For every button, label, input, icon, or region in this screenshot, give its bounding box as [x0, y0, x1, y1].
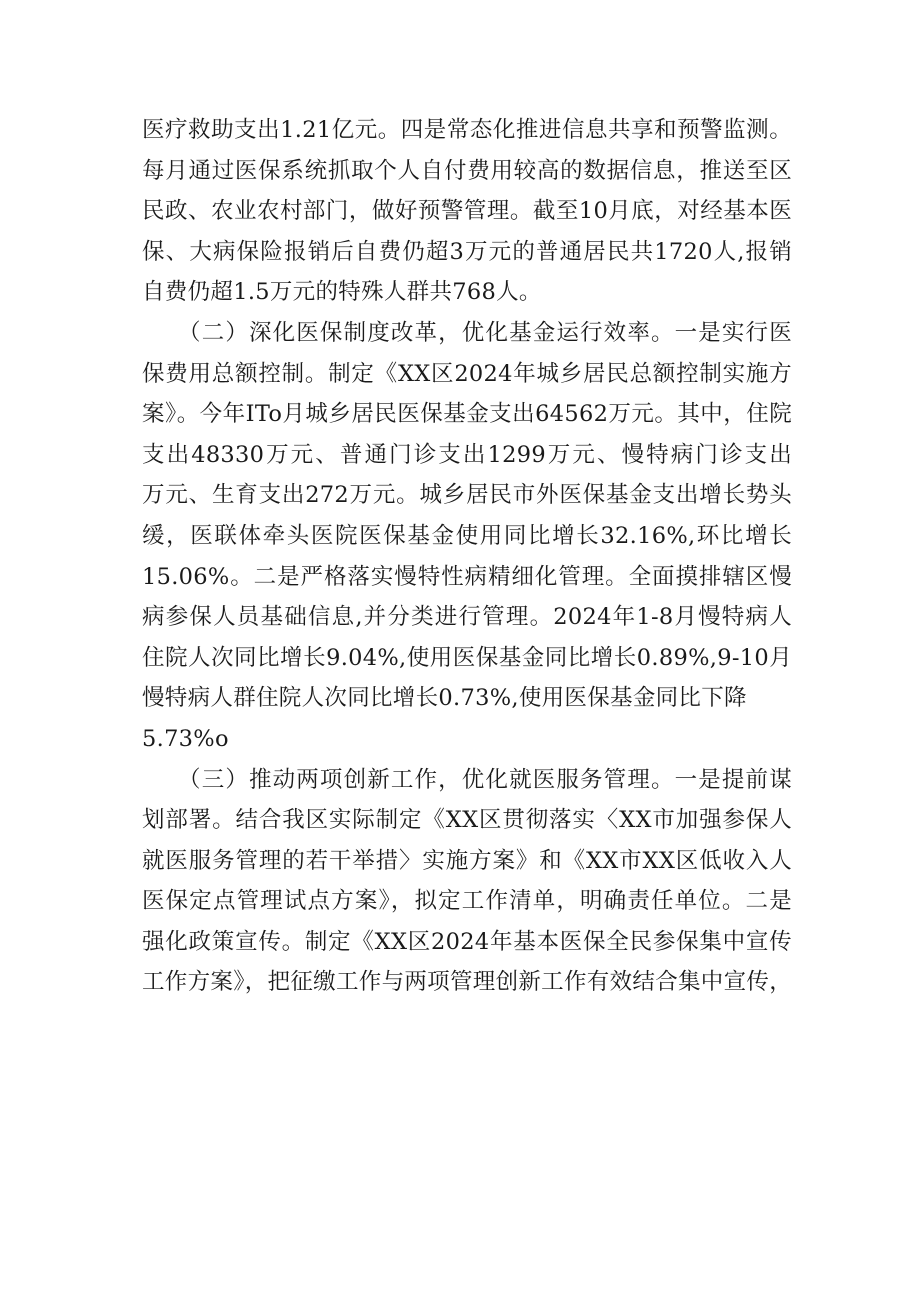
text-line: 保费用总额控制。制定《XX区2024年城乡居民总额控制实施方 — [142, 360, 792, 387]
text-line: 医疗救助支出1.21亿元。四是常态化推进信息共享和预警监测。 — [142, 117, 792, 143]
text-line: 病参保人员基础信息,并分类进行管理。2024年1-8月慢特病人 — [142, 604, 792, 631]
text-line: 15.06%。二是严格落实慢特性病精细化管理。全面摸排辖区慢 — [142, 563, 792, 590]
text-line: 强化政策宣传。制定《XX区2024年基本医保全民参保集中宣传 — [142, 928, 792, 955]
text-line: 自费仍超1.5万元的特殊人群共768人。 — [142, 279, 542, 306]
section-heading-line: （二）深化医保制度改革，优化基金运行效率。一是实行医 — [142, 319, 792, 346]
text-line: 民政、农业农村部门，做好预警管理。截至10月底，对经基本医 — [142, 198, 792, 225]
text-line: 支出48330万元、普通门诊支出1299万元、慢特病门诊支出 — [142, 441, 792, 468]
section-heading-line: （三）推动两项创新工作，优化就医服务管理。一是提前谋 — [142, 766, 792, 793]
text-line: 缓，医联体牵头医院医保基金使用同比增长32.16%,环比增长 — [142, 522, 792, 549]
text-line: 案》。今年ITo月城乡居民医保基金支出64562万元。其中，住院 — [142, 401, 792, 428]
text-line: 保、大病保险报销后自费仍超3万元的普通居民共1720人,报销 — [142, 238, 792, 265]
text-line: 慢特病人群住院人次同比增长0.73%,使用医保基金同比下降 — [142, 685, 747, 712]
text-line: 工作方案》，把征缴工作与两项管理创新工作有效结合集中宣传， — [142, 969, 792, 996]
text-line: 医保定点管理试点方案》，拟定工作清单，明确责任单位。二是 — [142, 888, 792, 915]
text-line: 5.73%o — [142, 725, 229, 752]
text-line: 就医服务管理的若干举措〉实施方案》和《XX市XX区低收入人 — [142, 847, 792, 874]
text-line: 住院人次同比增长9.04%,使用医保基金同比增长0.89%,9-10月 — [142, 644, 792, 671]
text-line: 划部署。结合我区实际制定《XX区贯彻落实〈XX市加强参保人 — [142, 807, 792, 834]
text-line: 万元、生育支出272万元。城乡居民市外医保基金支出增长势头 — [142, 482, 792, 509]
text-line: 每月通过医保系统抓取个人自付费用较高的数据信息，推送至区 — [142, 157, 792, 184]
document-body — [142, 110, 792, 1003]
